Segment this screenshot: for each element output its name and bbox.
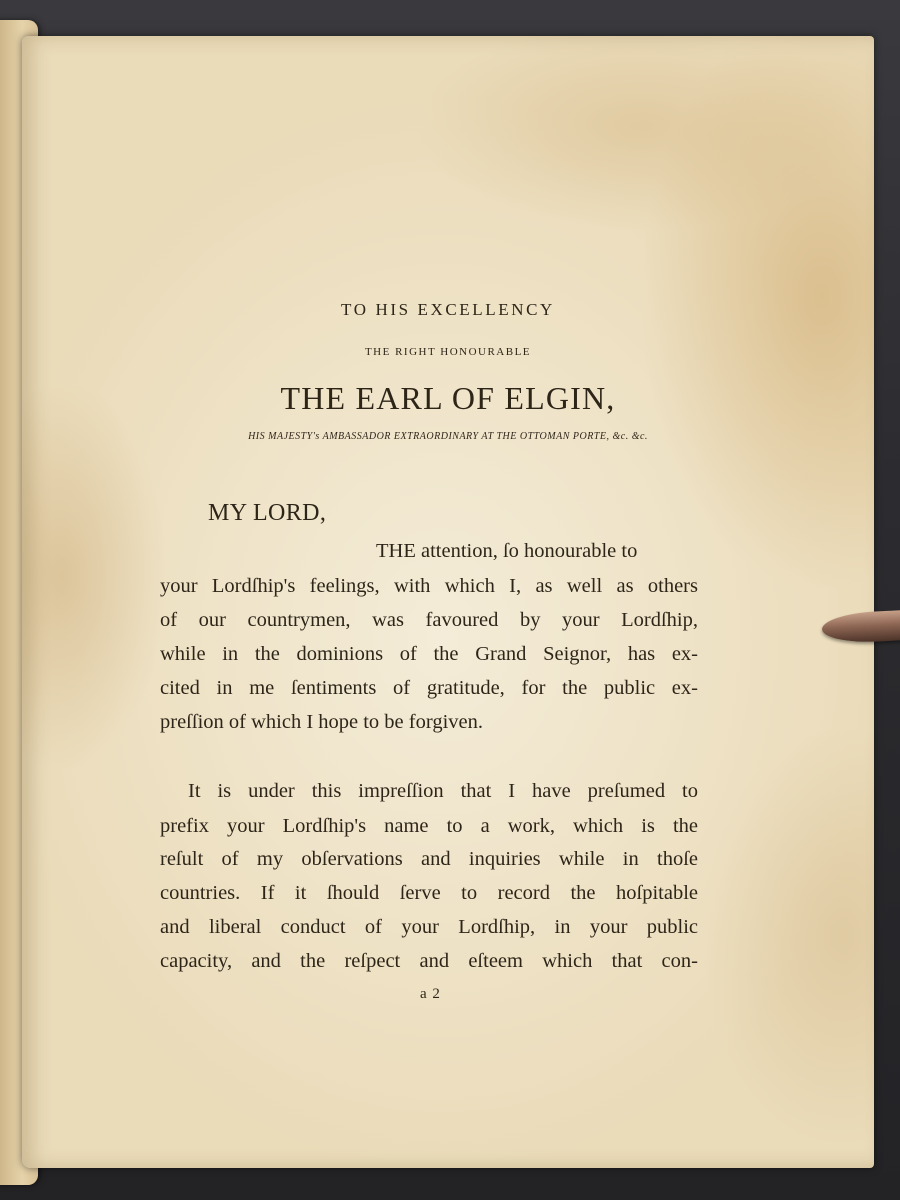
paragraph1-line-1: THE attention, ſo honourable to — [376, 540, 638, 562]
paragraph2-line-4: countries. If it ſhould ſerve to record the hoſpitable — [160, 882, 698, 904]
paragraph2-line-2: prefix your Lordſhip's name to a work, which is the — [160, 815, 698, 837]
dedication-office: HIS MAJESTY's AMBASSADOR EXTRAORDINARY AT THE OTTOMAN PORTE, &c. &c. — [248, 431, 648, 442]
paragraph2-line-3: reſult of my obſervations and inquiries while in thoſe — [160, 848, 698, 870]
book-page — [22, 36, 874, 1168]
paragraph2-line-1: It is under this impreſſion that I have preſumed to — [188, 780, 698, 802]
dedication-honorific: THE RIGHT HONOURABLE — [364, 346, 532, 358]
dedication-name: THE EARL OF ELGIN, — [280, 380, 616, 416]
signature-mark: a 2 — [420, 986, 441, 1002]
paragraph1-line-2: your Lordſhip's feelings, with which I, as well as others — [160, 575, 698, 597]
paragraph2-line-6: capacity, and the reſpect and eſteem which that con- — [160, 950, 698, 972]
paragraph2-line-5: and liberal conduct of your Lordſhip, in your public — [160, 916, 698, 938]
paragraph1-line-4: while in the dominions of the Grand Seignor, has ex- — [160, 643, 698, 665]
dedication-to-line: TO HIS EXCELLENCY — [341, 300, 555, 319]
paragraph1-line-5: cited in me ſentiments of gratitude, for the public ex- — [160, 677, 698, 699]
paragraph1-line-3: of our countrymen, was favoured by your Lordſhip, — [160, 609, 698, 631]
paragraph1-line-6: preſſion of which I hope to be forgiven. — [160, 711, 483, 733]
salutation: MY LORD, — [208, 500, 327, 526]
